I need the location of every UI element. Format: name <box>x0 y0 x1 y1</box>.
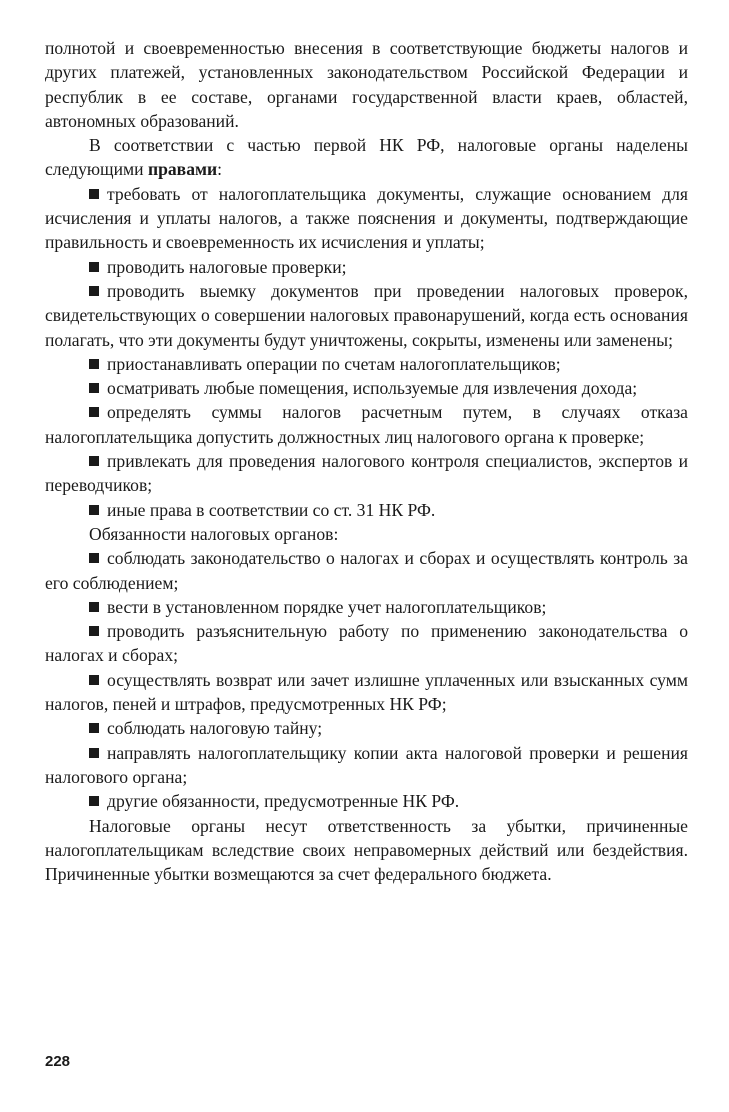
rights-list-item <box>45 498 688 522</box>
rights-intro-text: В соответствии с частью первой НК РФ, налоговые органы наделены следующими <box>45 135 688 180</box>
rights-item-text: определять суммы налогов расчетным путем, в случаях отказа налогоплательщика допустить должностных лиц налогового органа к проверке; <box>45 402 688 447</box>
rights-item-text: иные права в соответствии со ст. 31 НК РФ. <box>107 499 436 520</box>
bullet-icon <box>89 262 99 272</box>
bullet-icon <box>89 748 99 758</box>
rights-list-item <box>45 376 688 400</box>
duties-list-item <box>45 789 688 813</box>
rights-list-item <box>45 255 688 279</box>
bullet-icon <box>89 456 99 466</box>
duties-item-text: вести в установленном порядке учет налогоплательщиков; <box>107 596 547 617</box>
bullet-icon <box>89 723 99 733</box>
bullet-icon <box>89 383 99 393</box>
rights-item-text: осматривать любые помещения, используемые для извлечения дохода; <box>107 378 638 399</box>
duties-list-item <box>45 668 688 717</box>
bullet-icon <box>89 505 99 515</box>
rights-item-text: требовать от налогоплательщика документы, служащие основанием для исчисления и уплаты налогов, а также пояснения и документы, подтверждающие правильность и своевременность их исчисления и уплаты; <box>45 183 688 253</box>
closing-paragraph: Налоговые органы несут ответственность за убытки, причиненные налогоплательщикам вследствие своих неправомерных действий или бездействия. Причиненные убытки возмещаются за счет федерального бюджета. <box>45 815 688 885</box>
rights-list-item <box>45 449 688 498</box>
duties-list-item <box>45 716 688 740</box>
duties-list-item <box>45 546 688 595</box>
bullet-icon <box>89 602 99 612</box>
bullet-icon <box>89 626 99 636</box>
page-number: 228 <box>45 1053 71 1070</box>
rights-list-item <box>45 400 688 449</box>
bullet-icon <box>89 407 99 417</box>
page-body <box>45 36 688 886</box>
bullet-icon <box>89 189 99 199</box>
duties-item-text: проводить разъяснительную работу по применению законодательства о налогах и сборах; <box>45 621 688 666</box>
duties-list-item <box>45 619 688 668</box>
rights-list-item <box>45 182 688 255</box>
duties-list-item <box>45 595 688 619</box>
bullet-icon <box>89 359 99 369</box>
duties-item-text: осуществлять возврат или зачет излишне уплаченных или взысканных сумм налогов, пеней и штрафов, предусмотренных НК РФ; <box>45 669 688 715</box>
duties-item-text: другие обязанности, предусмотренные НК РФ. <box>107 791 460 812</box>
rights-intro-paragraph <box>45 133 688 182</box>
rights-intro-colon: : <box>217 159 222 180</box>
duties-item-text: соблюдать налоговую тайну; <box>107 718 323 739</box>
rights-list-item <box>45 279 688 352</box>
rights-item-text: приостанавливать операции по счетам налогоплательщиков; <box>107 353 561 374</box>
rights-keyword: правами <box>147 159 218 180</box>
rights-item-text: проводить выемку документов при проведении налоговых проверок, свидетельствующих о совершении налоговых правонарушений, когда есть основания полагать, что эти документы будут уничтожены, сокрыты, изменены или заменены; <box>45 280 688 350</box>
duties-list-item <box>45 741 688 790</box>
bullet-icon <box>89 675 99 685</box>
rights-item-text: привлекать для проведения налогового контроля специалистов, экспертов и переводчиков; <box>45 451 688 496</box>
intro-paragraph: полнотой и своевременностью внесения в соответствующие бюджеты налогов и других платежей, установленных законодательством Российской Федерации и республик в ее составе, органами государственной власти краев, областей, автономных образований. <box>45 38 688 131</box>
rights-item-text: проводить налоговые проверки; <box>107 256 347 277</box>
bullet-icon <box>89 553 99 563</box>
bullet-icon <box>89 286 99 296</box>
duties-item-text: соблюдать законодательство о налогах и сборах и осуществлять контроль за его соблюдением; <box>45 548 688 593</box>
bullet-icon <box>89 796 99 806</box>
rights-list-item <box>45 352 688 376</box>
duties-heading: Обязанности налоговых органов: <box>89 523 339 544</box>
duties-item-text: направлять налогоплательщику копии акта налоговой проверки и решения налогового органа; <box>45 742 688 787</box>
